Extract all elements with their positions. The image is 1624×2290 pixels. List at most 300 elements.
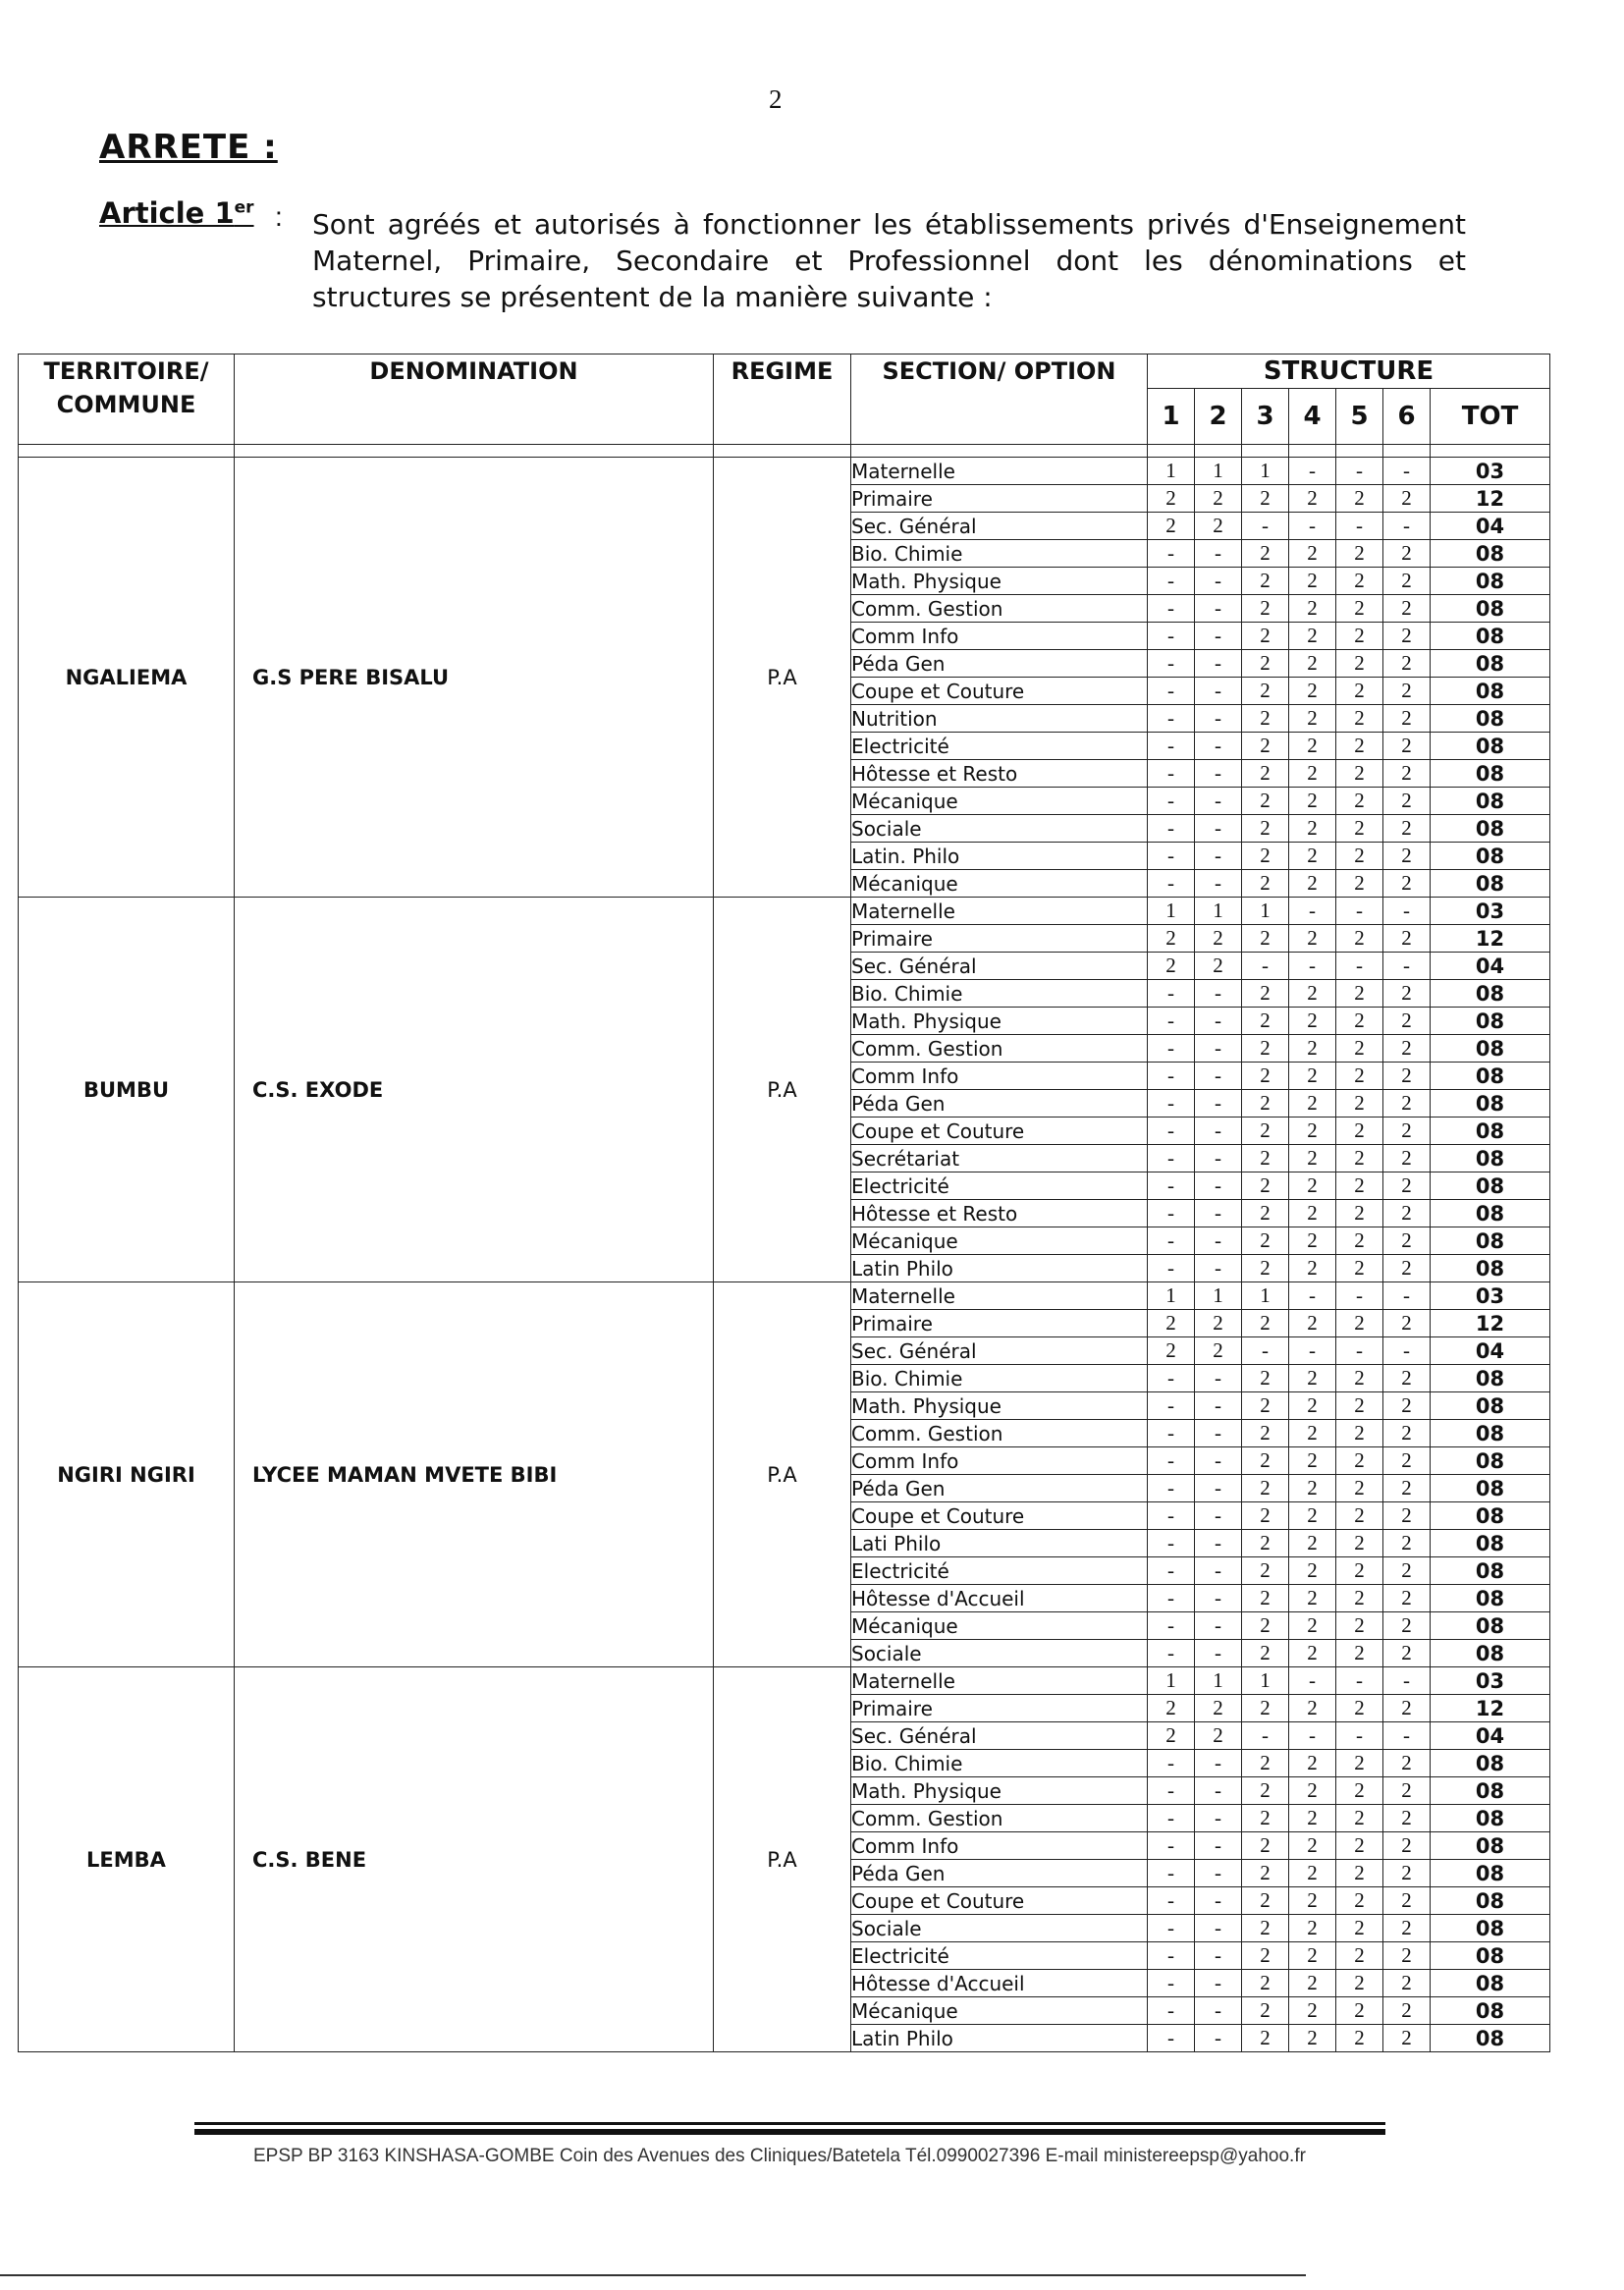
structure-cell: - bbox=[1195, 1970, 1242, 1997]
structure-cell: 2 bbox=[1383, 1557, 1431, 1585]
structure-cell: 2 bbox=[1383, 705, 1431, 733]
total-cell: 08 bbox=[1431, 678, 1550, 705]
structure-cell: - bbox=[1195, 760, 1242, 788]
structure-cell: 2 bbox=[1383, 650, 1431, 678]
structure-cell: 2 bbox=[1336, 1887, 1383, 1915]
option-cell: Sec. Général bbox=[851, 513, 1148, 540]
structure-cell: - bbox=[1148, 705, 1195, 733]
regime-cell: P.A bbox=[714, 1667, 851, 2052]
structure-cell: 2 bbox=[1336, 980, 1383, 1008]
structure-cell: - bbox=[1148, 1145, 1195, 1172]
structure-cell: - bbox=[1195, 1365, 1242, 1392]
structure-cell: 2 bbox=[1336, 623, 1383, 650]
option-cell: Lati Philo bbox=[851, 1530, 1148, 1557]
total-cell: 08 bbox=[1431, 1750, 1550, 1777]
footer-rule bbox=[194, 2122, 1385, 2125]
structure-cell: 2 bbox=[1289, 843, 1336, 870]
structure-cell: 2 bbox=[1336, 1640, 1383, 1667]
structure-cell: - bbox=[1148, 1970, 1195, 1997]
structure-cell: - bbox=[1195, 1805, 1242, 1832]
structure-cell: 2 bbox=[1336, 1942, 1383, 1970]
structure-cell: 1 bbox=[1242, 1667, 1289, 1695]
total-cell: 08 bbox=[1431, 1777, 1550, 1805]
regime-cell: P.A bbox=[714, 1282, 851, 1667]
structure-cell: 2 bbox=[1289, 1695, 1336, 1722]
structure-cell: 2 bbox=[1195, 1695, 1242, 1722]
option-cell: Comm. Gestion bbox=[851, 1805, 1148, 1832]
structure-cell: 2 bbox=[1289, 1090, 1336, 1118]
structure-cell: - bbox=[1336, 1667, 1383, 1695]
option-cell: Comm. Gestion bbox=[851, 1035, 1148, 1063]
structure-cell: - bbox=[1148, 1887, 1195, 1915]
structure-cell: 2 bbox=[1148, 1310, 1195, 1337]
structure-cell: 2 bbox=[1242, 1172, 1289, 1200]
structure-cell: 2 bbox=[1336, 1365, 1383, 1392]
total-cell: 08 bbox=[1431, 1970, 1550, 1997]
structure-cell: 2 bbox=[1148, 1722, 1195, 1750]
option-cell: Mécanique bbox=[851, 1227, 1148, 1255]
structure-cell: 2 bbox=[1383, 760, 1431, 788]
total-cell: 12 bbox=[1431, 485, 1550, 513]
structure-cell: 2 bbox=[1383, 623, 1431, 650]
structure-cell: - bbox=[1148, 1090, 1195, 1118]
structure-cell: 2 bbox=[1148, 953, 1195, 980]
structure-cell: 2 bbox=[1195, 1722, 1242, 1750]
structure-cell: 2 bbox=[1242, 980, 1289, 1008]
option-cell: Sociale bbox=[851, 815, 1148, 843]
structure-cell: 2 bbox=[1336, 540, 1383, 568]
structure-cell: - bbox=[1242, 1722, 1289, 1750]
header-col-1: 1 bbox=[1148, 389, 1195, 445]
structure-cell: 2 bbox=[1383, 788, 1431, 815]
structure-cell: - bbox=[1148, 1063, 1195, 1090]
structure-cell: 2 bbox=[1289, 2025, 1336, 2052]
structure-cell: 2 bbox=[1148, 1337, 1195, 1365]
structure-cell: 2 bbox=[1336, 1695, 1383, 1722]
option-cell: Bio. Chimie bbox=[851, 540, 1148, 568]
total-cell: 08 bbox=[1431, 1530, 1550, 1557]
structure-cell: 2 bbox=[1383, 1750, 1431, 1777]
structure-cell: 2 bbox=[1336, 1063, 1383, 1090]
structure-cell: - bbox=[1383, 953, 1431, 980]
structure-cell: 2 bbox=[1336, 1530, 1383, 1557]
total-cell: 08 bbox=[1431, 1227, 1550, 1255]
structure-cell: - bbox=[1148, 1255, 1195, 1282]
structure-cell: 2 bbox=[1336, 650, 1383, 678]
structure-cell: 2 bbox=[1336, 1310, 1383, 1337]
structure-cell: - bbox=[1195, 540, 1242, 568]
structure-cell: - bbox=[1195, 1887, 1242, 1915]
structure-cell: 2 bbox=[1242, 1365, 1289, 1392]
structure-cell: 2 bbox=[1336, 760, 1383, 788]
structure-cell: 2 bbox=[1383, 1777, 1431, 1805]
structure-cell: - bbox=[1148, 1997, 1195, 2025]
option-cell: Latin. Philo bbox=[851, 843, 1148, 870]
structure-cell: - bbox=[1336, 1722, 1383, 1750]
structure-cell: - bbox=[1148, 1557, 1195, 1585]
structure-cell: 2 bbox=[1336, 1227, 1383, 1255]
total-cell: 08 bbox=[1431, 540, 1550, 568]
option-cell: Mécanique bbox=[851, 788, 1148, 815]
structure-cell: 2 bbox=[1336, 1805, 1383, 1832]
total-cell: 04 bbox=[1431, 1722, 1550, 1750]
option-cell: Maternelle bbox=[851, 458, 1148, 485]
option-cell: Math. Physique bbox=[851, 568, 1148, 595]
structure-cell: 2 bbox=[1336, 1475, 1383, 1502]
option-cell: Primaire bbox=[851, 1310, 1148, 1337]
total-cell: 08 bbox=[1431, 870, 1550, 898]
footer-rule-thick bbox=[194, 2129, 1385, 2135]
structure-cell: 2 bbox=[1336, 788, 1383, 815]
structure-cell: - bbox=[1148, 623, 1195, 650]
structure-cell: 2 bbox=[1242, 1145, 1289, 1172]
option-cell: Math. Physique bbox=[851, 1392, 1148, 1420]
structure-cell: - bbox=[1195, 1997, 1242, 2025]
option-cell: Comm Info bbox=[851, 1832, 1148, 1860]
structure-cell: 2 bbox=[1289, 980, 1336, 1008]
structure-cell: 2 bbox=[1383, 1970, 1431, 1997]
structure-cell: 2 bbox=[1383, 1612, 1431, 1640]
structure-cell: 1 bbox=[1148, 1667, 1195, 1695]
option-cell: Electricité bbox=[851, 733, 1148, 760]
structure-cell: 2 bbox=[1383, 1145, 1431, 1172]
structure-cell: 2 bbox=[1289, 1365, 1336, 1392]
structure-cell: 2 bbox=[1383, 980, 1431, 1008]
total-cell: 04 bbox=[1431, 953, 1550, 980]
structure-cell: 2 bbox=[1383, 1530, 1431, 1557]
structure-cell: 2 bbox=[1383, 1365, 1431, 1392]
option-cell: Coupe et Couture bbox=[851, 1887, 1148, 1915]
structure-cell: - bbox=[1195, 980, 1242, 1008]
total-cell: 08 bbox=[1431, 1008, 1550, 1035]
structure-cell: - bbox=[1148, 1475, 1195, 1502]
structure-cell: - bbox=[1148, 843, 1195, 870]
structure-cell: 2 bbox=[1289, 1997, 1336, 2025]
structure-cell: 2 bbox=[1242, 1915, 1289, 1942]
structure-cell: 2 bbox=[1336, 1420, 1383, 1447]
structure-cell: 2 bbox=[1289, 788, 1336, 815]
total-cell: 04 bbox=[1431, 1337, 1550, 1365]
structure-cell: - bbox=[1148, 1502, 1195, 1530]
structure-cell: 2 bbox=[1383, 1640, 1431, 1667]
total-cell: 08 bbox=[1431, 2025, 1550, 2052]
structure-cell: 2 bbox=[1383, 733, 1431, 760]
page-title: ARRETE : bbox=[99, 128, 278, 167]
structure-cell: - bbox=[1195, 1392, 1242, 1420]
structure-cell: - bbox=[1148, 1008, 1195, 1035]
total-cell: 08 bbox=[1431, 1887, 1550, 1915]
schools-table bbox=[18, 354, 1550, 2052]
article-label bbox=[99, 196, 254, 230]
structure-cell: 2 bbox=[1336, 1090, 1383, 1118]
structure-cell: - bbox=[1195, 870, 1242, 898]
table-row bbox=[19, 1667, 1550, 1695]
structure-cell: 2 bbox=[1242, 1997, 1289, 2025]
structure-cell: 2 bbox=[1383, 1997, 1431, 2025]
structure-cell: 2 bbox=[1336, 485, 1383, 513]
structure-cell: - bbox=[1242, 953, 1289, 980]
structure-cell: 2 bbox=[1289, 1035, 1336, 1063]
structure-cell: 2 bbox=[1336, 1585, 1383, 1612]
structure-cell: 2 bbox=[1383, 678, 1431, 705]
structure-cell: 2 bbox=[1383, 925, 1431, 953]
structure-cell: 2 bbox=[1242, 1640, 1289, 1667]
structure-cell: 2 bbox=[1336, 1502, 1383, 1530]
structure-cell: - bbox=[1336, 458, 1383, 485]
structure-cell: - bbox=[1148, 568, 1195, 595]
structure-cell: 2 bbox=[1242, 733, 1289, 760]
structure-cell: 2 bbox=[1289, 1750, 1336, 1777]
structure-cell: - bbox=[1195, 1255, 1242, 1282]
option-cell: Bio. Chimie bbox=[851, 1750, 1148, 1777]
header-section: SECTION/ OPTION bbox=[851, 354, 1148, 445]
structure-cell: - bbox=[1148, 1227, 1195, 1255]
structure-cell: - bbox=[1336, 953, 1383, 980]
total-cell: 08 bbox=[1431, 1118, 1550, 1145]
structure-cell: - bbox=[1148, 595, 1195, 623]
structure-cell: 2 bbox=[1383, 1227, 1431, 1255]
structure-cell: - bbox=[1195, 623, 1242, 650]
option-cell: Math. Physique bbox=[851, 1777, 1148, 1805]
structure-cell: - bbox=[1148, 2025, 1195, 2052]
option-cell: Sociale bbox=[851, 1915, 1148, 1942]
structure-cell: 2 bbox=[1289, 1887, 1336, 1915]
structure-cell: - bbox=[1148, 733, 1195, 760]
structure-cell: 2 bbox=[1336, 2025, 1383, 2052]
structure-cell: 2 bbox=[1383, 1172, 1431, 1200]
structure-cell: - bbox=[1148, 1200, 1195, 1227]
structure-cell: 2 bbox=[1289, 623, 1336, 650]
total-cell: 04 bbox=[1431, 513, 1550, 540]
structure-cell: - bbox=[1195, 1118, 1242, 1145]
structure-cell: - bbox=[1195, 1585, 1242, 1612]
structure-cell: 2 bbox=[1336, 1557, 1383, 1585]
article-text: Sont agréés et autorisés à fonctionner les établissements privés d'Enseignement Maternel, Primaire, Secondaire et Professionnel dont les dénominations et structures se présentent de la manière suivante : bbox=[312, 208, 1466, 313]
option-cell: Latin Philo bbox=[851, 2025, 1148, 2052]
structure-cell: - bbox=[1195, 1640, 1242, 1667]
total-cell: 08 bbox=[1431, 1172, 1550, 1200]
structure-cell: - bbox=[1195, 595, 1242, 623]
structure-cell: 2 bbox=[1195, 925, 1242, 953]
structure-cell: - bbox=[1148, 1420, 1195, 1447]
structure-cell: 2 bbox=[1336, 1970, 1383, 1997]
structure-cell: 2 bbox=[1242, 1035, 1289, 1063]
structure-cell: - bbox=[1195, 1145, 1242, 1172]
structure-cell: 2 bbox=[1383, 815, 1431, 843]
structure-cell: 2 bbox=[1242, 1860, 1289, 1887]
option-cell: Comm. Gestion bbox=[851, 1420, 1148, 1447]
structure-cell: 2 bbox=[1289, 1915, 1336, 1942]
structure-cell: 2 bbox=[1289, 1392, 1336, 1420]
structure-cell: 2 bbox=[1242, 870, 1289, 898]
structure-cell: - bbox=[1148, 815, 1195, 843]
total-cell: 08 bbox=[1431, 1805, 1550, 1832]
structure-cell: - bbox=[1195, 1172, 1242, 1200]
structure-cell: 2 bbox=[1289, 1118, 1336, 1145]
total-cell: 08 bbox=[1431, 1585, 1550, 1612]
total-cell: 08 bbox=[1431, 568, 1550, 595]
structure-cell: 2 bbox=[1336, 568, 1383, 595]
option-cell: Sociale bbox=[851, 1640, 1148, 1667]
total-cell: 08 bbox=[1431, 1063, 1550, 1090]
total-cell: 08 bbox=[1431, 1090, 1550, 1118]
structure-cell: - bbox=[1148, 760, 1195, 788]
option-cell: Comm Info bbox=[851, 1447, 1148, 1475]
structure-cell: - bbox=[1195, 733, 1242, 760]
structure-cell: - bbox=[1195, 568, 1242, 595]
structure-cell: 2 bbox=[1289, 925, 1336, 953]
structure-cell: - bbox=[1148, 1640, 1195, 1667]
structure-cell: 2 bbox=[1336, 1612, 1383, 1640]
article-colon: : bbox=[275, 201, 283, 232]
option-cell: Comm Info bbox=[851, 623, 1148, 650]
structure-cell: 2 bbox=[1242, 595, 1289, 623]
structure-cell: 2 bbox=[1383, 1420, 1431, 1447]
structure-cell: 2 bbox=[1383, 1915, 1431, 1942]
total-cell: 08 bbox=[1431, 650, 1550, 678]
structure-cell: 2 bbox=[1336, 1008, 1383, 1035]
total-cell: 08 bbox=[1431, 1612, 1550, 1640]
total-cell: 08 bbox=[1431, 1832, 1550, 1860]
structure-cell: 2 bbox=[1289, 760, 1336, 788]
option-cell: Péda Gen bbox=[851, 1475, 1148, 1502]
structure-cell: - bbox=[1148, 650, 1195, 678]
structure-cell: 2 bbox=[1242, 1502, 1289, 1530]
structure-cell: 2 bbox=[1383, 1942, 1431, 1970]
structure-cell: 2 bbox=[1336, 705, 1383, 733]
structure-cell: - bbox=[1195, 1530, 1242, 1557]
structure-cell: - bbox=[1195, 1090, 1242, 1118]
structure-cell: - bbox=[1148, 1035, 1195, 1063]
header-col-4: 4 bbox=[1289, 389, 1336, 445]
structure-cell: 2 bbox=[1289, 595, 1336, 623]
total-cell: 08 bbox=[1431, 1035, 1550, 1063]
structure-cell: 2 bbox=[1242, 1942, 1289, 1970]
structure-cell: 2 bbox=[1336, 733, 1383, 760]
structure-cell: - bbox=[1195, 1750, 1242, 1777]
structure-cell: 2 bbox=[1336, 1860, 1383, 1887]
structure-cell: 2 bbox=[1242, 1392, 1289, 1420]
structure-cell: 2 bbox=[1336, 925, 1383, 953]
structure-cell: 2 bbox=[1289, 705, 1336, 733]
structure-cell: 2 bbox=[1383, 1585, 1431, 1612]
structure-cell: 2 bbox=[1242, 1310, 1289, 1337]
structure-cell: 2 bbox=[1242, 1063, 1289, 1090]
structure-cell: 2 bbox=[1289, 650, 1336, 678]
total-cell: 03 bbox=[1431, 898, 1550, 925]
total-cell: 12 bbox=[1431, 925, 1550, 953]
denomination-cell: C.S. EXODE bbox=[235, 898, 714, 1282]
structure-cell: 2 bbox=[1195, 513, 1242, 540]
option-cell: Péda Gen bbox=[851, 650, 1148, 678]
table-row bbox=[19, 458, 1550, 485]
total-cell: 08 bbox=[1431, 1640, 1550, 1667]
option-cell: Coupe et Couture bbox=[851, 1502, 1148, 1530]
option-cell: Comm. Gestion bbox=[851, 595, 1148, 623]
structure-cell: 1 bbox=[1148, 898, 1195, 925]
structure-cell: - bbox=[1289, 1337, 1336, 1365]
structure-cell: - bbox=[1195, 650, 1242, 678]
structure-cell: - bbox=[1148, 1392, 1195, 1420]
structure-cell: 2 bbox=[1336, 1145, 1383, 1172]
structure-cell: 2 bbox=[1195, 1310, 1242, 1337]
total-cell: 03 bbox=[1431, 458, 1550, 485]
option-cell: Mécanique bbox=[851, 1612, 1148, 1640]
option-cell: Hôtesse et Resto bbox=[851, 760, 1148, 788]
structure-cell: 2 bbox=[1289, 1255, 1336, 1282]
total-cell: 08 bbox=[1431, 1860, 1550, 1887]
structure-cell: 2 bbox=[1242, 1805, 1289, 1832]
structure-cell: 2 bbox=[1336, 1255, 1383, 1282]
option-cell: Primaire bbox=[851, 485, 1148, 513]
structure-cell: - bbox=[1383, 1667, 1431, 1695]
structure-cell: 2 bbox=[1383, 1860, 1431, 1887]
total-cell: 12 bbox=[1431, 1310, 1550, 1337]
structure-cell: 2 bbox=[1383, 568, 1431, 595]
structure-cell: 2 bbox=[1242, 705, 1289, 733]
option-cell: Maternelle bbox=[851, 898, 1148, 925]
structure-cell: 2 bbox=[1242, 1090, 1289, 1118]
structure-cell: 2 bbox=[1336, 1172, 1383, 1200]
structure-cell: 2 bbox=[1289, 1557, 1336, 1585]
structure-cell: 2 bbox=[1148, 513, 1195, 540]
structure-cell: - bbox=[1195, 1475, 1242, 1502]
denomination-cell: C.S. BENE bbox=[235, 1667, 714, 2052]
structure-cell: 2 bbox=[1289, 1227, 1336, 1255]
structure-cell: - bbox=[1195, 843, 1242, 870]
total-cell: 08 bbox=[1431, 980, 1550, 1008]
structure-cell: - bbox=[1195, 678, 1242, 705]
structure-cell: - bbox=[1336, 1282, 1383, 1310]
structure-cell: 2 bbox=[1383, 1475, 1431, 1502]
structure-cell: 2 bbox=[1195, 485, 1242, 513]
structure-cell: 2 bbox=[1383, 1695, 1431, 1722]
option-cell: Nutrition bbox=[851, 705, 1148, 733]
structure-cell: 2 bbox=[1289, 1942, 1336, 1970]
structure-cell: 2 bbox=[1242, 678, 1289, 705]
total-cell: 08 bbox=[1431, 1255, 1550, 1282]
table-row bbox=[19, 898, 1550, 925]
structure-cell: 2 bbox=[1242, 485, 1289, 513]
structure-cell: 2 bbox=[1383, 540, 1431, 568]
structure-cell: 2 bbox=[1242, 1447, 1289, 1475]
structure-cell: - bbox=[1195, 1915, 1242, 1942]
structure-cell: - bbox=[1148, 1172, 1195, 1200]
structure-cell: - bbox=[1383, 458, 1431, 485]
structure-cell: 1 bbox=[1195, 1282, 1242, 1310]
structure-cell: 1 bbox=[1242, 898, 1289, 925]
total-cell: 08 bbox=[1431, 1557, 1550, 1585]
structure-cell: 2 bbox=[1289, 870, 1336, 898]
structure-cell: 2 bbox=[1336, 843, 1383, 870]
footer-address: EPSP BP 3163 KINSHASA-GOMBE Coin des Avenues des Cliniques/Batetela Tél.0990027396 E-mail ministereepsp@yahoo.fr bbox=[253, 2146, 1306, 2166]
structure-cell: 1 bbox=[1195, 1667, 1242, 1695]
structure-cell: 2 bbox=[1336, 1832, 1383, 1860]
table-row bbox=[19, 1282, 1550, 1310]
total-cell: 08 bbox=[1431, 1392, 1550, 1420]
structure-cell: 2 bbox=[1148, 925, 1195, 953]
structure-cell: 2 bbox=[1195, 1337, 1242, 1365]
structure-cell: 2 bbox=[1242, 1695, 1289, 1722]
structure-cell: - bbox=[1148, 980, 1195, 1008]
header-col-tot: TOT bbox=[1431, 389, 1550, 445]
structure-cell: 2 bbox=[1383, 595, 1431, 623]
option-cell: Maternelle bbox=[851, 1667, 1148, 1695]
header-col-5: 5 bbox=[1336, 389, 1383, 445]
structure-cell: 2 bbox=[1336, 1447, 1383, 1475]
structure-cell: 2 bbox=[1242, 1530, 1289, 1557]
total-cell: 08 bbox=[1431, 595, 1550, 623]
